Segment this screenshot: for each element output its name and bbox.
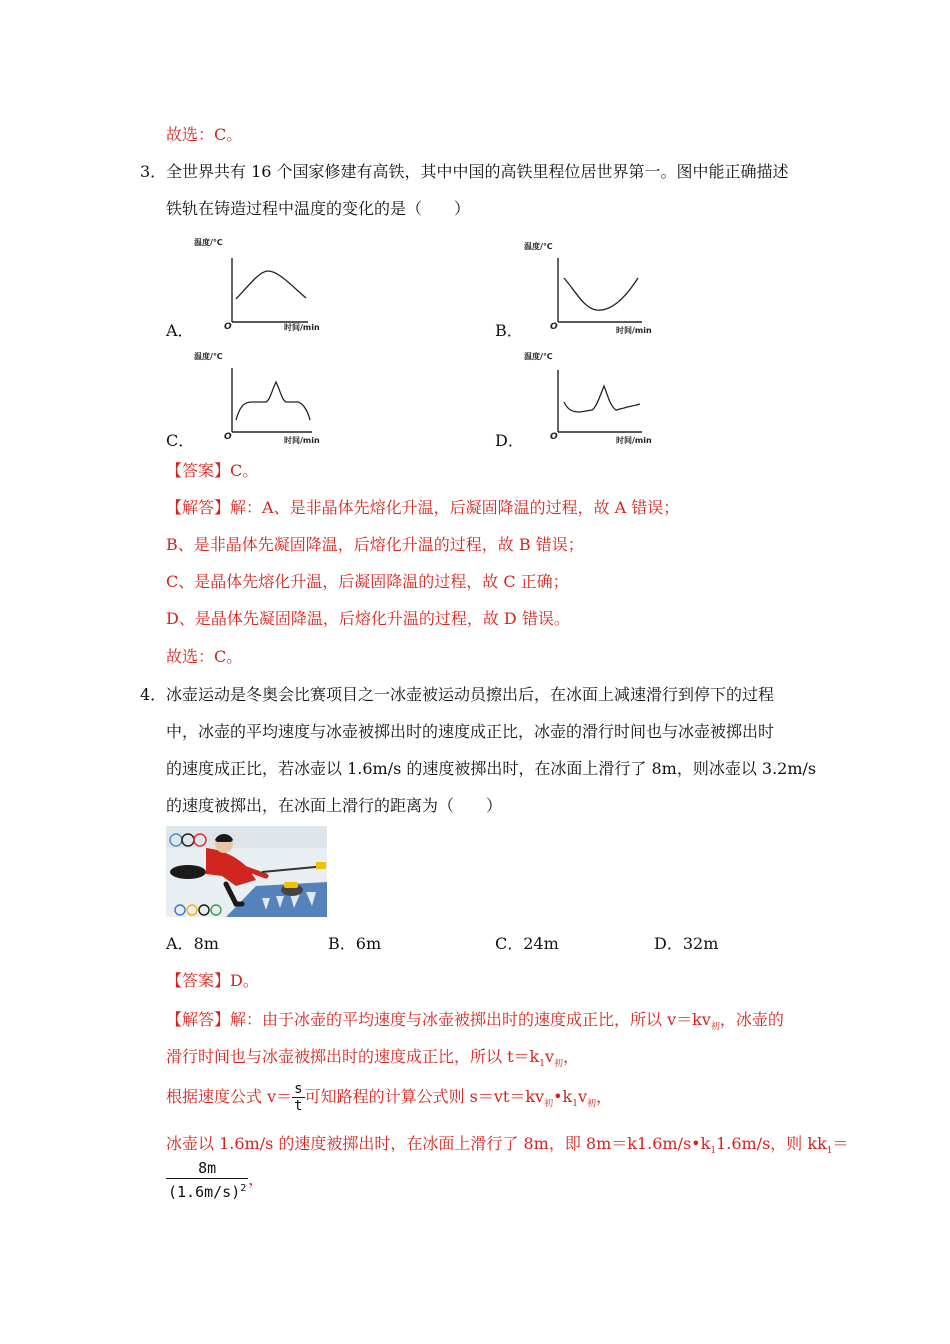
q3-graph-a-ylabel: 温度/℃: [194, 238, 223, 247]
q3-final-answer: 故选：C。: [166, 647, 243, 666]
q3-graph-a[interactable]: [190, 236, 340, 336]
fraction-s-over-t: [292, 1081, 304, 1114]
fraction2-denominator: [166, 1179, 248, 1202]
q4-answer: 【答案】D。: [166, 971, 259, 990]
q4-analysis-text-4b: 1.6m/s，则 kk: [716, 1134, 827, 1153]
q4-analysis-text-3d: v: [577, 1087, 588, 1106]
fraction2-numerator: 8m: [166, 1158, 248, 1179]
q4-number: 4．: [140, 685, 167, 704]
q3-analysis-line-2: B、是非晶体先凝固降温，后熔化升温的过程，故 B 错误；: [166, 535, 584, 554]
subscript-1: 1: [826, 1146, 833, 1157]
q3-graph-d-origin: O: [550, 432, 558, 442]
q4-analysis-line-5: [166, 1158, 264, 1202]
q4-option-b-label: B．: [328, 934, 356, 953]
q3-graph-a-curve: [236, 271, 306, 299]
q4-stem-line-4: 的速度被掷出，在冰面上滑行的距离为（ ）: [166, 796, 503, 815]
q3-graph-c-ylabel: 温度/℃: [194, 352, 223, 361]
q3-analysis-line-1: [166, 497, 679, 519]
q3-answer: 【答案】C。: [166, 461, 259, 480]
q4-stem-line-1: 冰壶运动是冬奥会比赛项目之一冰壶被运动员擦出后，在冰面上减速滑行到停下的过程: [166, 685, 775, 704]
fraction-8m-over-speed-squared: [166, 1158, 248, 1202]
q4-stem-line-3: 的速度成正比，若冰壶以 1.6m/s 的速度被掷出时，在冰面上滑行了 8m，则冰壶以 3.2m/s: [166, 759, 817, 778]
q4-analysis-text-4c: ＝: [832, 1134, 849, 1153]
q4-option-b[interactable]: [328, 933, 381, 955]
q3-graph-a-origin: O: [224, 322, 232, 332]
q3-analysis-text-1: 解：A、是非晶体先熔化升温，后凝固降温的过程，故 A 错误；: [230, 498, 680, 517]
q3-graph-d-xlabel: 时间/min: [616, 436, 652, 445]
fraction2-exponent: 2: [240, 1183, 247, 1194]
previous-final-answer: 故选：C。: [166, 125, 243, 144]
q4-analysis-text-3c: •k: [553, 1087, 573, 1106]
q4-option-d-value: 32m: [682, 934, 719, 953]
q4-analysis-text-3a: 根据速度公式 v＝: [166, 1087, 293, 1106]
q3-graph-c-curve: [236, 382, 310, 420]
fraction-numerator: s: [294, 1081, 303, 1097]
curling-photo: [166, 826, 327, 917]
fraction2-denominator-base: (1.6m/s): [168, 1183, 241, 1201]
q3-analysis-tag: 【解答】: [166, 498, 231, 517]
q4-option-d[interactable]: [654, 933, 718, 955]
q3-graph-c-origin: O: [224, 432, 232, 442]
q3-graph-c-xlabel: 时间/min: [284, 436, 320, 445]
q4-stem-line-2: 中，冰壶的平均速度与冰壶被掷出时的速度成正比，冰壶的滑行时间也与冰壶被掷出时: [166, 722, 775, 741]
subscript-chu: 初: [544, 1099, 554, 1110]
q3-graph-b-ylabel: 温度/℃: [524, 242, 553, 251]
q4-analysis-text-2: 滑行时间也与冰壶被掷出时的速度成正比，所以 t＝k: [166, 1047, 540, 1066]
subscript-1: 1: [539, 1059, 545, 1070]
q3-option-c-label[interactable]: C．: [166, 431, 195, 450]
q3-graph-d-ylabel: 温度/℃: [524, 352, 553, 361]
q3-analysis-line-4: D、是晶体先凝固降温，后熔化升温的过程，故 D 错误。: [166, 609, 570, 628]
q4-analysis-text-3b: 可知路程的计算公式则 s＝vt＝kv: [304, 1087, 545, 1106]
q3-graph-d[interactable]: [520, 350, 670, 450]
q4-analysis-text-1b: ，冰壶的: [719, 1010, 784, 1029]
q4-analysis-tag: 【解答】: [166, 1010, 231, 1029]
q4-analysis-line-4: [166, 1133, 849, 1162]
q4-analysis-text-4a: 冰壶以 1.6m/s 的速度被掷出时，在冰面上滑行了 8m，即 8m＝k1.6m/s•k: [166, 1134, 711, 1153]
subscript-chu: 初: [710, 1022, 720, 1033]
q4-analysis-line-2: [166, 1046, 579, 1075]
q4-analysis-line-3: [166, 1078, 612, 1123]
q4-analysis-line-1: [166, 1009, 784, 1038]
subscript-1: 1: [572, 1099, 578, 1110]
q3-graph-c[interactable]: [190, 350, 340, 450]
q4-analysis-text-3e: ，: [596, 1087, 613, 1106]
q3-graph-d-curve: [564, 386, 640, 412]
q4-analysis-text-1: 解：由于冰壶的平均速度与冰壶被掷出时的速度成正比，所以 v＝kv: [230, 1010, 711, 1029]
q4-option-d-label: D．: [654, 934, 683, 953]
fraction-denominator: t: [294, 1098, 303, 1114]
q4-option-a[interactable]: [166, 933, 219, 955]
q3-graph-b-origin: O: [550, 322, 558, 332]
subscript-1: 1: [710, 1146, 717, 1157]
q3-analysis-line-3: C、是晶体先熔化升温，后凝固降温的过程，故 C 正确；: [166, 572, 569, 591]
q3-option-a-label[interactable]: A．: [166, 321, 194, 340]
q3-option-b-label[interactable]: B．: [495, 321, 523, 340]
q3-stem-line-2: 铁轨在铸造过程中温度的变化的是（ ）: [166, 199, 471, 218]
q3-graph-b-xlabel: 时间/min: [616, 326, 652, 335]
q3-stem-line-1: 全世界共有 16 个国家修建有高铁，其中中国的高铁里程位居世界第一。图中能正确描述: [166, 162, 789, 181]
q3-graph-b-curve: [564, 278, 638, 310]
q3-number: 3．: [140, 162, 167, 181]
q4-option-c-value: 24m: [523, 934, 559, 953]
q4-option-c[interactable]: [495, 933, 559, 955]
q4-option-b-value: 6m: [355, 934, 382, 953]
q4-analysis-text-2b: v: [544, 1047, 554, 1066]
q4-option-a-value: 8m: [193, 934, 219, 953]
q4-option-c-label: C．: [495, 934, 524, 953]
subscript-chu: 初: [554, 1059, 564, 1070]
q4-option-a-label: A．: [166, 934, 194, 953]
q3-graph-b[interactable]: [520, 240, 670, 340]
q3-graph-a-xlabel: 时间/min: [284, 323, 320, 332]
q3-option-d-label[interactable]: D．: [495, 431, 524, 450]
q4-analysis-text-2c: ，: [563, 1047, 580, 1066]
q4-analysis-text-5: ，: [248, 1169, 265, 1189]
subscript-chu: 初: [587, 1099, 597, 1110]
